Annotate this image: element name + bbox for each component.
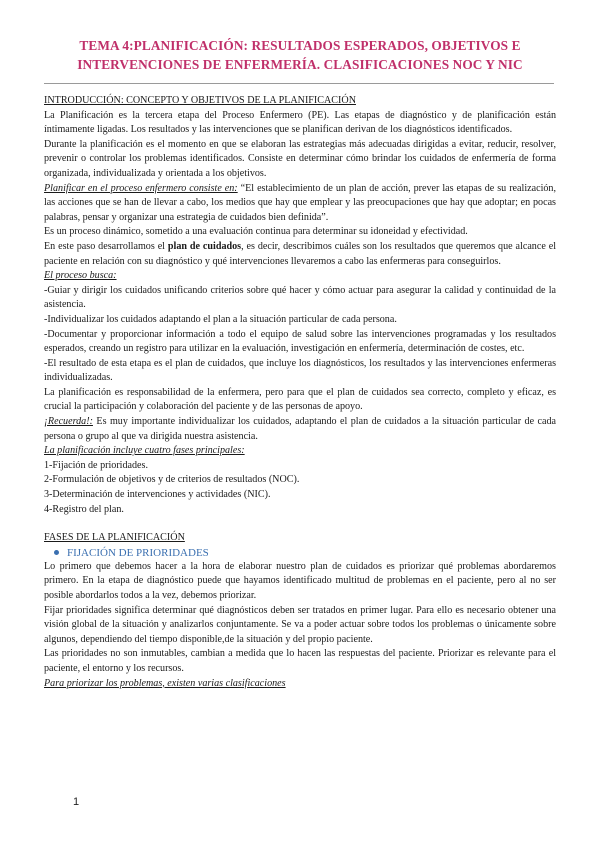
- fases-paragraph-1: Lo primero que debemos hacer a la hora de elaborar nuestro plan de cuidados es priorizar qué problemas abordaremos primero. En la etapa de diagnóstico puede que hayamos identificado multitud de problemas en el paciente, pero al no ser posible abordarlos todos a la vez, debemos priorizar.: [44, 560, 556, 601]
- busca-item: -Individualizar los cuidados adaptando el plan a la situación particular de cada persona.: [44, 313, 397, 325]
- intro-paragraph-3: [44, 182, 556, 226]
- intro-paragraph-4: Es un proceso dinámico, sometido a una evaluación continua para determinar su idoneidad y efectividad.: [44, 226, 468, 238]
- proceso-busca-label: El proceso busca:: [44, 270, 117, 282]
- intro-paragraph-5: [44, 240, 556, 269]
- planificar-label: Planificar en el proceso enfermero consiste en:: [44, 182, 238, 194]
- plan-text-after: , es decir, describimos cuáles son los resultados que queremos que alcance el paciente en relación con su diagnóstico y qué intervenciones llevaremos a cabo las enfermeras para conseguirlos.: [44, 240, 557, 267]
- recuerda-label: ¡Recuerda!:: [44, 416, 93, 428]
- fases-principales-label: La planificación incluye cuatro fases principales:: [44, 445, 245, 457]
- intro-paragraph-2: Durante la planificación es el momento en que se elaboran las estrategias más adecuadas dirigidas a evitar, reducir, resolver, prevenir o controlar los problemas identificados. Consiste en determinar cómo brindar los cuidados de enfermería de forma organizada, individualizada y orientada a los objetivos.: [44, 138, 556, 179]
- title-divider: [44, 83, 554, 84]
- plan-text-before: En este paso desarrollamos el: [44, 240, 168, 252]
- fase-item: 2-Formulación de objetivos y de criterios de resultados (NOC).: [44, 474, 300, 486]
- busca-item: -El resultado de esta etapa es el plan de cuidados, que incluye los diagnósticos, los resultados y las intervenciones enfermeras individualizadas.: [44, 357, 556, 384]
- title-line-2: INTERVENCIONES DE ENFERMERÍA. CLASIFICACIONES NOC Y NIC: [77, 57, 523, 72]
- bullet-dot-icon: [54, 550, 59, 555]
- fase-item: 1-Fijación de prioridades.: [44, 459, 148, 471]
- title-line-1: TEMA 4:PLANIFICACIÓN: RESULTADOS ESPERADOS, OBJETIVOS E: [79, 38, 521, 53]
- fase-item: 3-Determinación de intervenciones y actividades (NIC).: [44, 489, 271, 501]
- page-number: 1: [73, 796, 80, 808]
- fase-item: 4-Registro del plan.: [44, 503, 124, 515]
- document-body: [44, 94, 556, 691]
- planificar-definition: “El establecimiento de un plan de acción, prever las etapas de su realización, las acciones que se han de llevar a cabo, los medios que hay que emplear y las preocupaciones que hay que adoptar; en pocas palabras, pensar y organizar una estrategia de cuidados bien definida”.: [44, 182, 556, 223]
- fases-paragraph-2: Fijar prioridades significa determinar qué diagnósticos deben ser tratados en primer lugar. Para ello es necesario obtener una visión global de la situación y analizarlos conjuntamente. Se va a poder actuar sobre todos los problemas o únicamente sobre algunos, dependiendo del tiempo disponible,de la situación y del propio paciente.: [44, 604, 556, 645]
- priorizar-label: Para priorizar los problemas, existen varias clasificaciones: [44, 677, 286, 689]
- recuerda-paragraph: [44, 415, 556, 444]
- busca-item: -Guiar y dirigir los cuidados unificando criterios sobre qué hacer y cómo actuar para asegurar la calidad y continuidad de la asistencia.: [44, 284, 556, 311]
- fases-paragraph-3: Las prioridades no son inmutables, cambian a medida que lo hacen las respuestas del paciente. Priorizar es relevante para el paciente, el entorno y los recursos.: [44, 648, 556, 674]
- fases-heading: FASES DE LA PLANIFICACIÓN: [44, 532, 185, 544]
- busca-item: -Documentar y proporcionar información a todo el equipo de salud sobre las intervenciones programadas y los resultados esperados, creando un registro para utilizar en la evaluación, investigación en enfermería, determinación de costes, etc.: [44, 328, 556, 355]
- prioridades-bullet-label: FIJACIÓN DE PRIORIDADES: [67, 546, 209, 559]
- recuerda-text: Es muy importante individualizar los cuidados, adaptando el plan de cuidados a la situación particular de cada persona o grupo al que va dirigida nuestra asistencia.: [44, 416, 556, 442]
- section-gap: [44, 517, 556, 531]
- prioridades-bullet: [44, 546, 556, 560]
- intro-paragraph-1: La Planificación es la tercera etapa del Proceso Enfermero (PE). Las etapas de diagnóstico y de planificación están íntimamente ligadas. Los resultados y las intervenciones que se planifican derivan de los diagnósticos identificados.: [44, 109, 556, 136]
- plan-cuidados-bold: plan de cuidados: [167, 240, 242, 252]
- document-title: [30, 36, 570, 74]
- intro-paragraph-6: La planificación es responsabilidad de la enfermera, pero para que el plan de cuidados sea correcto, completo y eficaz, es crucial la participación y colaboración del paciente y de las personas de apoyo.: [44, 386, 556, 413]
- intro-heading: INTRODUCCIÓN: CONCEPTO Y OBJETIVOS DE LA PLANIFICACIÓN: [44, 95, 356, 106]
